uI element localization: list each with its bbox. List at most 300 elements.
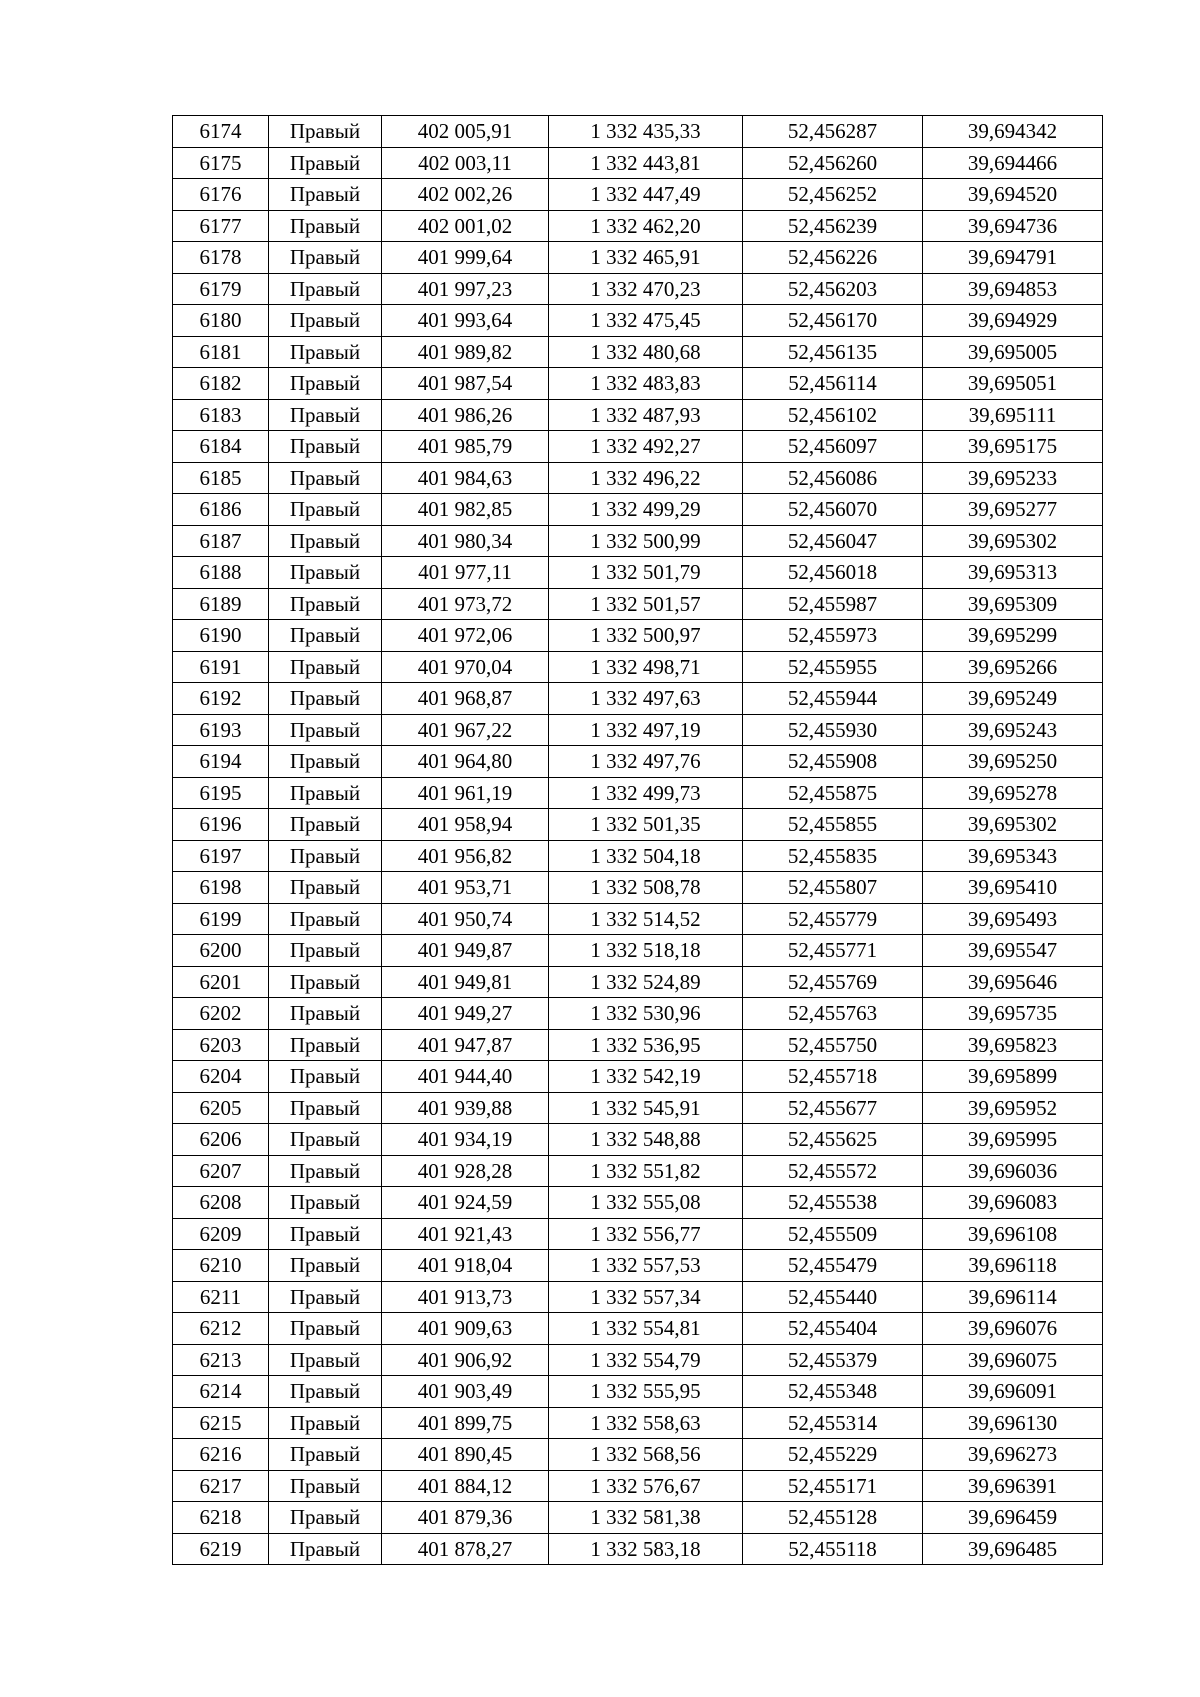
latitude-cell: 52,455779 [743,903,923,935]
side-cell: Правый [269,242,382,274]
side-cell: Правый [269,840,382,872]
longitude-cell: 39,695005 [923,336,1103,368]
side-cell: Правый [269,746,382,778]
point-number-cell: 6189 [173,588,269,620]
point-number-cell: 6183 [173,399,269,431]
latitude-cell: 52,455479 [743,1250,923,1282]
longitude-cell: 39,694853 [923,273,1103,305]
coord-y-cell: 1 332 551,82 [549,1155,743,1187]
side-cell: Правый [269,809,382,841]
coord-y-cell: 1 332 501,57 [549,588,743,620]
coord-x-cell: 401 913,73 [382,1281,549,1313]
point-number-cell: 6179 [173,273,269,305]
longitude-cell: 39,696459 [923,1502,1103,1534]
latitude-cell: 52,456287 [743,116,923,148]
point-number-cell: 6206 [173,1124,269,1156]
longitude-cell: 39,695646 [923,966,1103,998]
side-cell: Правый [269,1533,382,1565]
coord-x-cell: 401 949,81 [382,966,549,998]
point-number-cell: 6215 [173,1407,269,1439]
longitude-cell: 39,696114 [923,1281,1103,1313]
coord-y-cell: 1 332 504,18 [549,840,743,872]
point-number-cell: 6210 [173,1250,269,1282]
coord-x-cell: 401 939,88 [382,1092,549,1124]
longitude-cell: 39,695051 [923,368,1103,400]
coord-y-cell: 1 332 470,23 [549,273,743,305]
side-cell: Правый [269,1313,382,1345]
side-cell: Правый [269,588,382,620]
latitude-cell: 52,455677 [743,1092,923,1124]
latitude-cell: 52,455944 [743,683,923,715]
side-cell: Правый [269,1407,382,1439]
point-number-cell: 6197 [173,840,269,872]
latitude-cell: 52,455572 [743,1155,923,1187]
table-row [173,683,1103,715]
coord-y-cell: 1 332 545,91 [549,1092,743,1124]
longitude-cell: 39,695899 [923,1061,1103,1093]
table-row [173,1124,1103,1156]
side-cell: Правый [269,872,382,904]
latitude-cell: 52,456226 [743,242,923,274]
latitude-cell: 52,455875 [743,777,923,809]
latitude-cell: 52,455171 [743,1470,923,1502]
coord-y-cell: 1 332 576,67 [549,1470,743,1502]
point-number-cell: 6203 [173,1029,269,1061]
longitude-cell: 39,695823 [923,1029,1103,1061]
coord-y-cell: 1 332 518,18 [549,935,743,967]
point-number-cell: 6213 [173,1344,269,1376]
longitude-cell: 39,694520 [923,179,1103,211]
latitude-cell: 52,455973 [743,620,923,652]
coord-x-cell: 401 999,64 [382,242,549,274]
side-cell: Правый [269,210,382,242]
side-cell: Правый [269,1439,382,1471]
latitude-cell: 52,455440 [743,1281,923,1313]
latitude-cell: 52,455769 [743,966,923,998]
coord-y-cell: 1 332 556,77 [549,1218,743,1250]
longitude-cell: 39,695249 [923,683,1103,715]
side-cell: Правый [269,399,382,431]
coord-x-cell: 401 906,92 [382,1344,549,1376]
latitude-cell: 52,456170 [743,305,923,337]
coord-x-cell: 401 973,72 [382,588,549,620]
latitude-cell: 52,455763 [743,998,923,1030]
table-row [173,1250,1103,1282]
coord-y-cell: 1 332 443,81 [549,147,743,179]
table-row [173,1439,1103,1471]
latitude-cell: 52,455379 [743,1344,923,1376]
latitude-cell: 52,456260 [743,147,923,179]
point-number-cell: 6209 [173,1218,269,1250]
latitude-cell: 52,455955 [743,651,923,683]
table-row [173,1187,1103,1219]
table-row [173,777,1103,809]
coord-x-cell: 401 909,63 [382,1313,549,1345]
latitude-cell: 52,455930 [743,714,923,746]
coord-y-cell: 1 332 558,63 [549,1407,743,1439]
point-number-cell: 6190 [173,620,269,652]
latitude-cell: 52,456018 [743,557,923,589]
side-cell: Правый [269,1155,382,1187]
coordinates-table-body [173,116,1103,1565]
longitude-cell: 39,696485 [923,1533,1103,1565]
point-number-cell: 6174 [173,116,269,148]
point-number-cell: 6182 [173,368,269,400]
longitude-cell: 39,695266 [923,651,1103,683]
coord-y-cell: 1 332 554,79 [549,1344,743,1376]
coord-x-cell: 401 890,45 [382,1439,549,1471]
side-cell: Правый [269,998,382,1030]
side-cell: Правый [269,966,382,998]
coord-y-cell: 1 332 568,56 [549,1439,743,1471]
coord-x-cell: 401 977,11 [382,557,549,589]
longitude-cell: 39,694342 [923,116,1103,148]
coord-x-cell: 401 921,43 [382,1218,549,1250]
coord-y-cell: 1 332 508,78 [549,872,743,904]
table-row [173,210,1103,242]
latitude-cell: 52,455118 [743,1533,923,1565]
side-cell: Правый [269,1502,382,1534]
coord-x-cell: 401 918,04 [382,1250,549,1282]
point-number-cell: 6176 [173,179,269,211]
coord-y-cell: 1 332 542,19 [549,1061,743,1093]
coord-y-cell: 1 332 480,68 [549,336,743,368]
latitude-cell: 52,455807 [743,872,923,904]
table-row [173,431,1103,463]
table-row [173,1533,1103,1565]
longitude-cell: 39,696108 [923,1218,1103,1250]
coord-y-cell: 1 332 548,88 [549,1124,743,1156]
side-cell: Правый [269,557,382,589]
point-number-cell: 6192 [173,683,269,715]
coord-y-cell: 1 332 530,96 [549,998,743,1030]
coord-x-cell: 401 899,75 [382,1407,549,1439]
coord-y-cell: 1 332 500,97 [549,620,743,652]
coord-x-cell: 401 949,87 [382,935,549,967]
coord-y-cell: 1 332 583,18 [549,1533,743,1565]
longitude-cell: 39,696091 [923,1376,1103,1408]
latitude-cell: 52,455348 [743,1376,923,1408]
point-number-cell: 6204 [173,1061,269,1093]
longitude-cell: 39,695302 [923,809,1103,841]
side-cell: Правый [269,116,382,148]
longitude-cell: 39,696075 [923,1344,1103,1376]
coord-x-cell: 401 958,94 [382,809,549,841]
longitude-cell: 39,695313 [923,557,1103,589]
coord-x-cell: 402 003,11 [382,147,549,179]
table-row [173,651,1103,683]
table-row [173,305,1103,337]
table-row [173,1092,1103,1124]
latitude-cell: 52,455835 [743,840,923,872]
table-row [173,1029,1103,1061]
coord-x-cell: 401 928,28 [382,1155,549,1187]
latitude-cell: 52,455771 [743,935,923,967]
table-row [173,494,1103,526]
coord-x-cell: 401 964,80 [382,746,549,778]
side-cell: Правый [269,1250,382,1282]
point-number-cell: 6219 [173,1533,269,1565]
longitude-cell: 39,695952 [923,1092,1103,1124]
side-cell: Правый [269,305,382,337]
side-cell: Правый [269,1187,382,1219]
side-cell: Правый [269,1061,382,1093]
table-row [173,336,1103,368]
coord-x-cell: 402 002,26 [382,179,549,211]
longitude-cell: 39,694791 [923,242,1103,274]
coord-y-cell: 1 332 483,83 [549,368,743,400]
coord-x-cell: 401 953,71 [382,872,549,904]
side-cell: Правый [269,147,382,179]
longitude-cell: 39,694929 [923,305,1103,337]
side-cell: Правый [269,777,382,809]
coord-y-cell: 1 332 496,22 [549,462,743,494]
table-row [173,1155,1103,1187]
longitude-cell: 39,696118 [923,1250,1103,1282]
longitude-cell: 39,695278 [923,777,1103,809]
table-row [173,1313,1103,1345]
latitude-cell: 52,455314 [743,1407,923,1439]
point-number-cell: 6208 [173,1187,269,1219]
table-row [173,746,1103,778]
coord-y-cell: 1 332 500,99 [549,525,743,557]
table-row [173,872,1103,904]
latitude-cell: 52,455750 [743,1029,923,1061]
point-number-cell: 6200 [173,935,269,967]
table-row [173,525,1103,557]
latitude-cell: 52,455718 [743,1061,923,1093]
point-number-cell: 6196 [173,809,269,841]
latitude-cell: 52,455229 [743,1439,923,1471]
longitude-cell: 39,695410 [923,872,1103,904]
coordinates-table [172,115,1103,1565]
latitude-cell: 52,455987 [743,588,923,620]
point-number-cell: 6201 [173,966,269,998]
coord-x-cell: 401 993,64 [382,305,549,337]
latitude-cell: 52,456114 [743,368,923,400]
side-cell: Правый [269,368,382,400]
coord-y-cell: 1 332 581,38 [549,1502,743,1534]
point-number-cell: 6218 [173,1502,269,1534]
coord-x-cell: 401 997,23 [382,273,549,305]
coord-y-cell: 1 332 435,33 [549,116,743,148]
latitude-cell: 52,456239 [743,210,923,242]
table-row [173,809,1103,841]
point-number-cell: 6187 [173,525,269,557]
point-number-cell: 6178 [173,242,269,274]
latitude-cell: 52,455538 [743,1187,923,1219]
coord-y-cell: 1 332 501,79 [549,557,743,589]
table-row [173,588,1103,620]
table-row [173,935,1103,967]
coord-x-cell: 401 950,74 [382,903,549,935]
coord-y-cell: 1 332 557,34 [549,1281,743,1313]
latitude-cell: 52,456086 [743,462,923,494]
table-row [173,242,1103,274]
point-number-cell: 6186 [173,494,269,526]
table-row [173,714,1103,746]
point-number-cell: 6198 [173,872,269,904]
side-cell: Правый [269,1281,382,1313]
coord-y-cell: 1 332 514,52 [549,903,743,935]
coord-x-cell: 401 985,79 [382,431,549,463]
longitude-cell: 39,695250 [923,746,1103,778]
coord-y-cell: 1 332 555,95 [549,1376,743,1408]
coord-y-cell: 1 332 497,76 [549,746,743,778]
latitude-cell: 52,455509 [743,1218,923,1250]
coord-x-cell: 401 903,49 [382,1376,549,1408]
coord-x-cell: 401 989,82 [382,336,549,368]
table-row [173,368,1103,400]
coord-x-cell: 401 986,26 [382,399,549,431]
coord-x-cell: 401 884,12 [382,1470,549,1502]
coord-y-cell: 1 332 557,53 [549,1250,743,1282]
coord-x-cell: 401 924,59 [382,1187,549,1219]
side-cell: Правый [269,1470,382,1502]
coord-y-cell: 1 332 501,35 [549,809,743,841]
point-number-cell: 6212 [173,1313,269,1345]
coord-x-cell: 401 972,06 [382,620,549,652]
longitude-cell: 39,695111 [923,399,1103,431]
side-cell: Правый [269,1124,382,1156]
coord-y-cell: 1 332 492,27 [549,431,743,463]
coord-x-cell: 401 878,27 [382,1533,549,1565]
side-cell: Правый [269,714,382,746]
longitude-cell: 39,696130 [923,1407,1103,1439]
longitude-cell: 39,696076 [923,1313,1103,1345]
coord-x-cell: 402 005,91 [382,116,549,148]
table-row [173,1502,1103,1534]
coord-y-cell: 1 332 536,95 [549,1029,743,1061]
side-cell: Правый [269,620,382,652]
longitude-cell: 39,695302 [923,525,1103,557]
coord-x-cell: 401 984,63 [382,462,549,494]
longitude-cell: 39,696036 [923,1155,1103,1187]
point-number-cell: 6214 [173,1376,269,1408]
coord-y-cell: 1 332 499,29 [549,494,743,526]
longitude-cell: 39,695547 [923,935,1103,967]
latitude-cell: 52,456135 [743,336,923,368]
table-row [173,840,1103,872]
coord-x-cell: 401 956,82 [382,840,549,872]
longitude-cell: 39,696273 [923,1439,1103,1471]
coord-x-cell: 401 980,34 [382,525,549,557]
side-cell: Правый [269,683,382,715]
side-cell: Правый [269,1029,382,1061]
latitude-cell: 52,456047 [743,525,923,557]
table-row [173,116,1103,148]
latitude-cell: 52,456097 [743,431,923,463]
latitude-cell: 52,455908 [743,746,923,778]
point-number-cell: 6191 [173,651,269,683]
coord-y-cell: 1 332 498,71 [549,651,743,683]
side-cell: Правый [269,494,382,526]
coord-y-cell: 1 332 487,93 [549,399,743,431]
table-row [173,1344,1103,1376]
side-cell: Правый [269,525,382,557]
longitude-cell: 39,695243 [923,714,1103,746]
latitude-cell: 52,455625 [743,1124,923,1156]
coord-x-cell: 401 947,87 [382,1029,549,1061]
table-row [173,1407,1103,1439]
longitude-cell: 39,696391 [923,1470,1103,1502]
coord-y-cell: 1 332 554,81 [549,1313,743,1345]
side-cell: Правый [269,431,382,463]
table-row [173,1281,1103,1313]
side-cell: Правый [269,935,382,967]
table-row [173,273,1103,305]
table-row [173,462,1103,494]
side-cell: Правый [269,273,382,305]
point-number-cell: 6194 [173,746,269,778]
longitude-cell: 39,695277 [923,494,1103,526]
longitude-cell: 39,695309 [923,588,1103,620]
table-row [173,1470,1103,1502]
table-row [173,557,1103,589]
coord-x-cell: 401 879,36 [382,1502,549,1534]
table-row [173,179,1103,211]
coord-x-cell: 402 001,02 [382,210,549,242]
table-row [173,1061,1103,1093]
coord-y-cell: 1 332 499,73 [549,777,743,809]
coord-x-cell: 401 961,19 [382,777,549,809]
point-number-cell: 6195 [173,777,269,809]
coord-x-cell: 401 944,40 [382,1061,549,1093]
table-row [173,399,1103,431]
coord-x-cell: 401 968,87 [382,683,549,715]
table-row [173,620,1103,652]
longitude-cell: 39,694466 [923,147,1103,179]
point-number-cell: 6181 [173,336,269,368]
latitude-cell: 52,456203 [743,273,923,305]
point-number-cell: 6188 [173,557,269,589]
side-cell: Правый [269,1344,382,1376]
longitude-cell: 39,694736 [923,210,1103,242]
table-row [173,147,1103,179]
point-number-cell: 6199 [173,903,269,935]
longitude-cell: 39,695233 [923,462,1103,494]
point-number-cell: 6211 [173,1281,269,1313]
side-cell: Правый [269,1218,382,1250]
latitude-cell: 52,455404 [743,1313,923,1345]
coord-y-cell: 1 332 497,63 [549,683,743,715]
point-number-cell: 6202 [173,998,269,1030]
point-number-cell: 6216 [173,1439,269,1471]
coord-y-cell: 1 332 462,20 [549,210,743,242]
table-row [173,998,1103,1030]
side-cell: Правый [269,1092,382,1124]
point-number-cell: 6180 [173,305,269,337]
point-number-cell: 6207 [173,1155,269,1187]
latitude-cell: 52,456252 [743,179,923,211]
coord-y-cell: 1 332 497,19 [549,714,743,746]
coord-x-cell: 401 987,54 [382,368,549,400]
coord-y-cell: 1 332 524,89 [549,966,743,998]
coord-y-cell: 1 332 447,49 [549,179,743,211]
table-row [173,1376,1103,1408]
point-number-cell: 6193 [173,714,269,746]
side-cell: Правый [269,651,382,683]
latitude-cell: 52,455855 [743,809,923,841]
point-number-cell: 6177 [173,210,269,242]
coord-x-cell: 401 982,85 [382,494,549,526]
point-number-cell: 6205 [173,1092,269,1124]
coord-y-cell: 1 332 555,08 [549,1187,743,1219]
coord-y-cell: 1 332 465,91 [549,242,743,274]
coord-x-cell: 401 970,04 [382,651,549,683]
coord-y-cell: 1 332 475,45 [549,305,743,337]
table-row [173,966,1103,998]
